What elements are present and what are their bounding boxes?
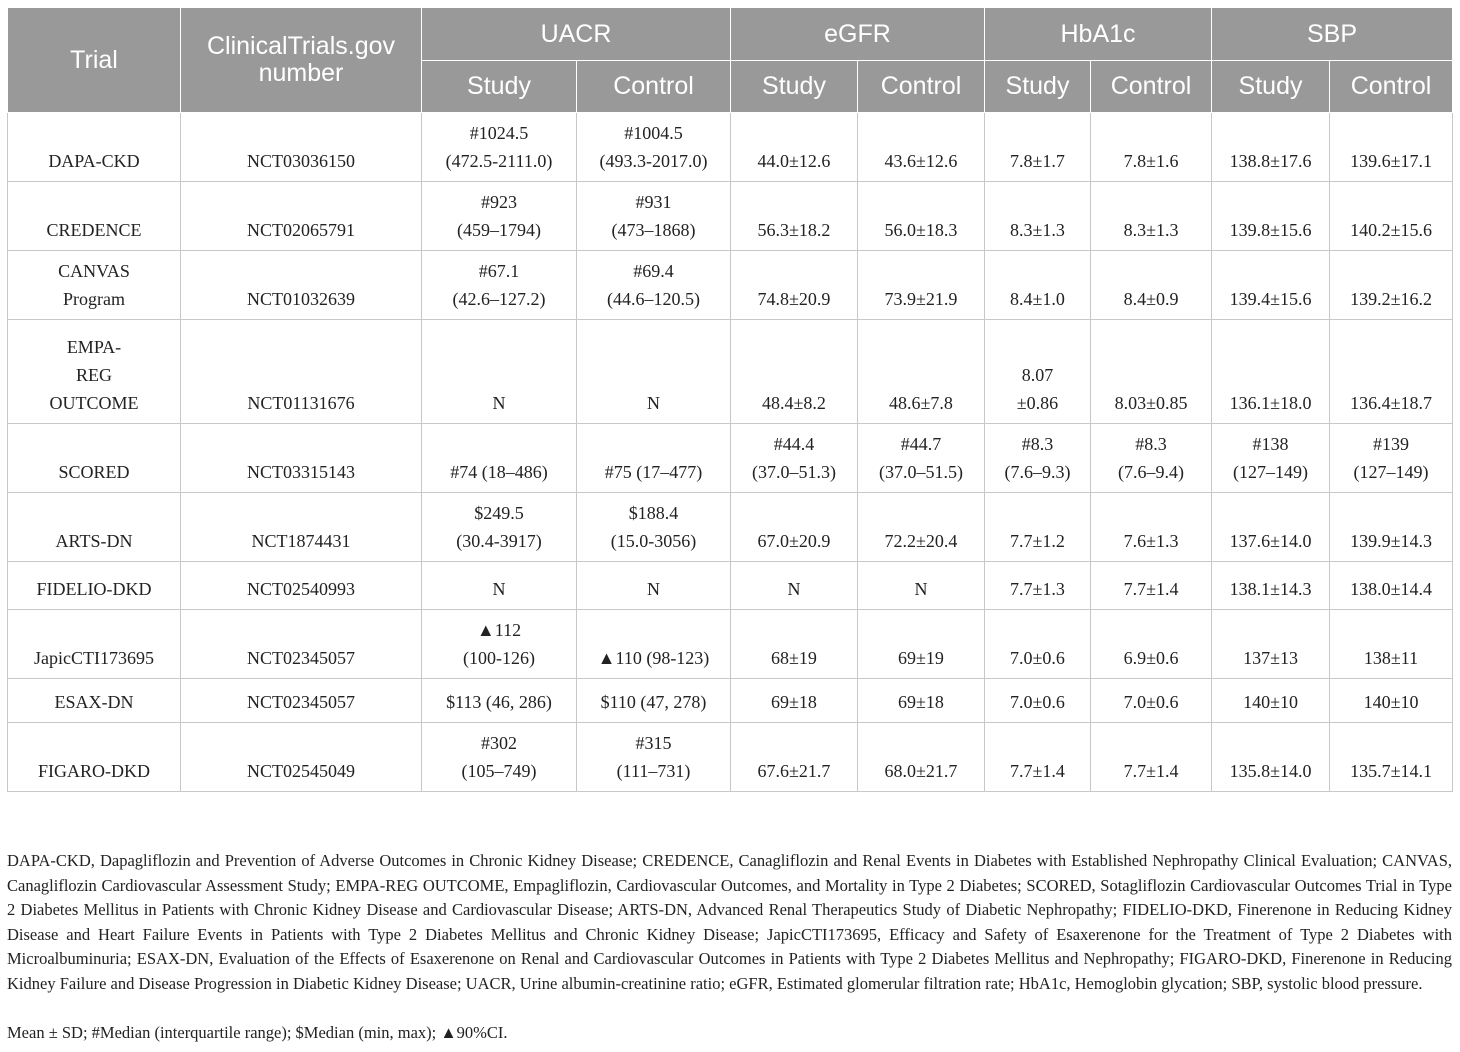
uacr-control: #1004.5 (493.3-2017.0): [577, 113, 731, 182]
hba1c-study: 7.7±1.3: [985, 562, 1091, 610]
nct-number: NCT02345057: [181, 610, 422, 679]
trial-name: CREDENCE: [8, 182, 181, 251]
egfr-study: N: [731, 562, 858, 610]
table-row: [8, 723, 1453, 792]
trial-name: FIGARO-DKD: [8, 723, 181, 792]
egfr-control: 68.0±21.7: [858, 723, 985, 792]
uacr-study: ▲112 (100-126): [422, 610, 577, 679]
nct-number: NCT1874431: [181, 493, 422, 562]
hba1c-study: 7.8±1.7: [985, 113, 1091, 182]
egfr-control: #44.7 (37.0–51.5): [858, 424, 985, 493]
sbp-study: 138.8±17.6: [1212, 113, 1330, 182]
uacr-study: N: [422, 320, 577, 424]
header-sbp: SBP: [1212, 8, 1453, 61]
uacr-study: #74 (18–486): [422, 424, 577, 493]
uacr-study: $113 (46, 286): [422, 679, 577, 723]
egfr-control: 72.2±20.4: [858, 493, 985, 562]
trials-table: [7, 7, 1453, 792]
uacr-control: #75 (17–477): [577, 424, 731, 493]
table-row: [8, 493, 1453, 562]
egfr-study: 44.0±12.6: [731, 113, 858, 182]
sbp-control: #139 (127–149): [1330, 424, 1453, 493]
sbp-control: 138.0±14.4: [1330, 562, 1453, 610]
header-hba1c-control: Control: [1091, 61, 1212, 113]
trial-name: EMPA- REG OUTCOME: [8, 320, 181, 424]
header-trial: Trial: [8, 8, 181, 113]
hba1c-study: 8.4±1.0: [985, 251, 1091, 320]
hba1c-study: 8.07 ±0.86: [985, 320, 1091, 424]
header-sbp-control: Control: [1330, 61, 1453, 113]
hba1c-control: 8.4±0.9: [1091, 251, 1212, 320]
hba1c-study: 8.3±1.3: [985, 182, 1091, 251]
trial-name: ARTS-DN: [8, 493, 181, 562]
hba1c-study: 7.0±0.6: [985, 610, 1091, 679]
trial-name: CANVAS Program: [8, 251, 181, 320]
egfr-study: 48.4±8.2: [731, 320, 858, 424]
hba1c-control: 8.3±1.3: [1091, 182, 1212, 251]
hba1c-study: 7.7±1.2: [985, 493, 1091, 562]
hba1c-control: 7.8±1.6: [1091, 113, 1212, 182]
sbp-control: 139.6±17.1: [1330, 113, 1453, 182]
uacr-study: #302 (105–749): [422, 723, 577, 792]
header-sbp-study: Study: [1212, 61, 1330, 113]
table-row: [8, 679, 1453, 723]
nct-number: NCT01131676: [181, 320, 422, 424]
nct-number: NCT02540993: [181, 562, 422, 610]
hba1c-control: 6.9±0.6: [1091, 610, 1212, 679]
header-egfr-study: Study: [731, 61, 858, 113]
egfr-study: #44.4 (37.0–51.3): [731, 424, 858, 493]
uacr-control: #931 (473–1868): [577, 182, 731, 251]
egfr-control: 69±19: [858, 610, 985, 679]
abbreviations-footnote: DAPA-CKD, Dapagliflozin and Prevention of Adverse Outcomes in Chronic Kidney Disease; CREDENCE, Canagliflozin and Renal Events in Diabetes with Established Nephropathy Clinical Evaluation; CANVAS, Canagliflozin Cardiovascular Assessment Study; EMPA-REG OUTCOME, Empagliflozin, Cardiovascular Outcomes, and Mortality in Type 2 Diabetes; SCORED, Sotagliflozin Cardiovascular Outcomes Trial in Type 2 Diabetes Mellitus in Patients with Chronic Kidney Disease and Cardiovascular Disease; ARTS-DN, Advanced Renal Therapeutics Study of Diabetic Nephropathy; FIDELIO-DKD, Finerenone in Reducing Kidney Disease and Heart Failure Events in Patients with Type 2 Diabetes Mellitus and Chronic Kidney Disease; JapicCTI173695, Efficacy and Safety of Esaxerenone for the Treatment of Type 2 Diabetes with Microalbuminuria; ESAX-DN, Evaluation of the Effects of Esaxerenone on Renal and Cardiovascular Outcomes in Patients with Type 2 Diabetes Mellitus and Nephropathy; FIGARO-DKD, Finerenone in Reducing Kidney Failure and Disease Progression in Diabetic Kidney Disease; UACR, Urine albumin-creatinine ratio; eGFR, Estimated glomerular filtration rate; HbA1c, Hemoglobin glycation; SBP, systolic blood pressure.: [7, 851, 1452, 993]
header-egfr-control: Control: [858, 61, 985, 113]
sbp-study: 139.8±15.6: [1212, 182, 1330, 251]
uacr-study: $249.5 (30.4-3917): [422, 493, 577, 562]
nct-number: NCT02345057: [181, 679, 422, 723]
sbp-control: 136.4±18.7: [1330, 320, 1453, 424]
header-hba1c: HbA1c: [985, 8, 1212, 61]
uacr-study: #1024.5 (472.5-2111.0): [422, 113, 577, 182]
trial-name: FIDELIO-DKD: [8, 562, 181, 610]
trial-name: SCORED: [8, 424, 181, 493]
nct-number: NCT03315143: [181, 424, 422, 493]
table-header: [8, 8, 1453, 113]
hba1c-control: 7.6±1.3: [1091, 493, 1212, 562]
hba1c-control: 7.7±1.4: [1091, 723, 1212, 792]
header-uacr: UACR: [422, 8, 731, 61]
sbp-control: 135.7±14.1: [1330, 723, 1453, 792]
egfr-control: 69±18: [858, 679, 985, 723]
uacr-study: #67.1 (42.6–127.2): [422, 251, 577, 320]
trial-name: JapicCTI173695: [8, 610, 181, 679]
egfr-study: 69±18: [731, 679, 858, 723]
nct-number: NCT03036150: [181, 113, 422, 182]
table-row: [8, 610, 1453, 679]
table-row: [8, 251, 1453, 320]
sbp-study: 136.1±18.0: [1212, 320, 1330, 424]
header-ct-number: ClinicalTrials.gov number: [181, 8, 422, 113]
hba1c-study: 7.7±1.4: [985, 723, 1091, 792]
egfr-study: 56.3±18.2: [731, 182, 858, 251]
nct-number: NCT02545049: [181, 723, 422, 792]
hba1c-study: 7.0±0.6: [985, 679, 1091, 723]
hba1c-control: 8.03±0.85: [1091, 320, 1212, 424]
table-row: [8, 424, 1453, 493]
header-hba1c-study: Study: [985, 61, 1091, 113]
table-row: [8, 182, 1453, 251]
uacr-control: #315 (111–731): [577, 723, 731, 792]
statistics-legend: Mean ± SD; #Median (interquartile range); $Median (min, max); ▲90%CI.: [7, 1023, 508, 1042]
header-uacr-study: Study: [422, 61, 577, 113]
egfr-study: 67.0±20.9: [731, 493, 858, 562]
hba1c-control: #8.3 (7.6–9.4): [1091, 424, 1212, 493]
trial-name: DAPA-CKD: [8, 113, 181, 182]
uacr-study: #923 (459–1794): [422, 182, 577, 251]
sbp-study: 140±10: [1212, 679, 1330, 723]
nct-number: NCT01032639: [181, 251, 422, 320]
sbp-study: #138 (127–149): [1212, 424, 1330, 493]
egfr-control: N: [858, 562, 985, 610]
egfr-study: 67.6±21.7: [731, 723, 858, 792]
sbp-control: 140.2±15.6: [1330, 182, 1453, 251]
sbp-study: 138.1±14.3: [1212, 562, 1330, 610]
uacr-control: ▲110 (98-123): [577, 610, 731, 679]
table-row: [8, 113, 1453, 182]
sbp-control: 139.9±14.3: [1330, 493, 1453, 562]
uacr-control: $110 (47, 278): [577, 679, 731, 723]
hba1c-control: 7.0±0.6: [1091, 679, 1212, 723]
uacr-control: $188.4 (15.0-3056): [577, 493, 731, 562]
table-row: [8, 320, 1453, 424]
sbp-study: 135.8±14.0: [1212, 723, 1330, 792]
uacr-control: N: [577, 320, 731, 424]
hba1c-study: #8.3 (7.6–9.3): [985, 424, 1091, 493]
sbp-control: 138±11: [1330, 610, 1453, 679]
hba1c-control: 7.7±1.4: [1091, 562, 1212, 610]
header-egfr: eGFR: [731, 8, 985, 61]
sbp-study: 137.6±14.0: [1212, 493, 1330, 562]
sbp-study: 139.4±15.6: [1212, 251, 1330, 320]
table-row: [8, 562, 1453, 610]
egfr-control: 48.6±7.8: [858, 320, 985, 424]
egfr-study: 74.8±20.9: [731, 251, 858, 320]
nct-number: NCT02065791: [181, 182, 422, 251]
uacr-study: N: [422, 562, 577, 610]
uacr-control: #69.4 (44.6–120.5): [577, 251, 731, 320]
sbp-study: 137±13: [1212, 610, 1330, 679]
egfr-control: 56.0±18.3: [858, 182, 985, 251]
header-uacr-control: Control: [577, 61, 731, 113]
egfr-study: 68±19: [731, 610, 858, 679]
trial-name: ESAX-DN: [8, 679, 181, 723]
egfr-control: 73.9±21.9: [858, 251, 985, 320]
uacr-control: N: [577, 562, 731, 610]
sbp-control: 140±10: [1330, 679, 1453, 723]
egfr-control: 43.6±12.6: [858, 113, 985, 182]
sbp-control: 139.2±16.2: [1330, 251, 1453, 320]
